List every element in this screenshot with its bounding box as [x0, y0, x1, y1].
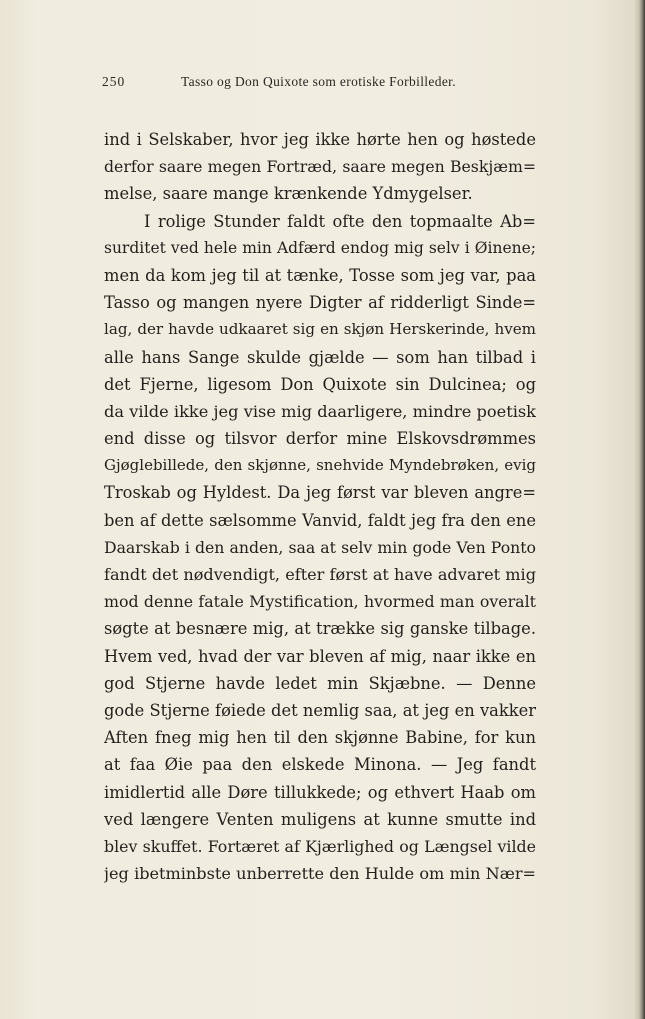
text-line: Tasso og mangen nyere Digter af ridderligt Sinde=: [104, 293, 536, 313]
running-head-title: Tasso og Don Quixote som erotiske Forbilleder.: [181, 74, 456, 89]
text-line: ind i Selskaber, hvor jeg ikke hørte hen og høstede: [104, 130, 536, 149]
text-line: Hvem ved, hvad der var bleven af mig, naar ikke en: [104, 646, 536, 666]
text-line: ved længere Venten muligens at kunne smutte ind: [104, 809, 536, 829]
text-line: at faa Øie paa den elskede Minona. — Jeg fandt: [104, 755, 536, 775]
text-line: Daarskab i den anden, saa at selv min gode Ven Ponto: [104, 537, 536, 557]
text-line: alle hans Sange skulde gjælde — som han tilbad i: [104, 347, 536, 367]
text-line: surditet ved hele min Adfærd endog mig selv i Øinene;: [104, 238, 536, 257]
text-line: derfor saare megen Fortræd, saare megen Beskjæm=: [104, 157, 536, 177]
text-line: ben af dette sælsomme Vanvid, faldt jeg fra den ene: [104, 510, 536, 530]
text-line: gode Stjerne føiede det nemlig saa, at jeg en vakker: [104, 700, 536, 720]
text-line: I rolige Stunder faldt ofte den topmaalte Ab=: [144, 211, 536, 231]
text-line: Troskab og Hyldest. Da jeg først var bleven angre=: [104, 483, 536, 503]
text-line: mod denne fatale Mystification, hvormed man overalt: [104, 592, 536, 612]
book-spine-edge: [635, 0, 645, 1019]
text-line: Aften fneg mig hen til den skjønne Babine, for kun: [104, 728, 536, 748]
text-line: jeg ibetminbste unberrette den Hulde om min Nær=: [104, 864, 536, 884]
text-line: det Fjerne, ligesom Don Quixote sin Dulcinea; og: [104, 374, 536, 394]
text-line: fandt det nødvendigt, efter først at have advaret mig: [104, 565, 536, 584]
text-line: da vilde ikke jeg vise mig daarligere, mindre poetisk: [104, 401, 536, 421]
text-line: blev skuffet. Fortæret af Kjærlighed og Længsel vilde: [104, 836, 536, 856]
text-line: melse, saare mange krænkende Ydmygelser.: [104, 184, 473, 204]
text-line: men da kom jeg til at tænke, Tosse som jeg var, paa: [104, 265, 536, 285]
page-number: 250: [102, 74, 126, 89]
text-line: end disse og tilsvor derfor mine Elskovsdrømmes: [104, 429, 536, 449]
body-text: [104, 126, 536, 887]
text-line: god Stjerne havde ledet min Skjæbne. — Denne: [104, 673, 536, 693]
text-line: lag, der havde udkaaret sig en skjøn Herskerinde, hvem: [104, 320, 536, 339]
text-line: imidlertid alle Døre tillukkede; og ethvert Haab om: [104, 782, 536, 802]
text-line: søgte at besnære mig, at trække sig ganske tilbage.: [104, 619, 536, 639]
running-head: [102, 74, 532, 96]
text-line: Gjøglebillede, den skjønne, snehvide Myndebrøken, evig: [104, 456, 536, 475]
